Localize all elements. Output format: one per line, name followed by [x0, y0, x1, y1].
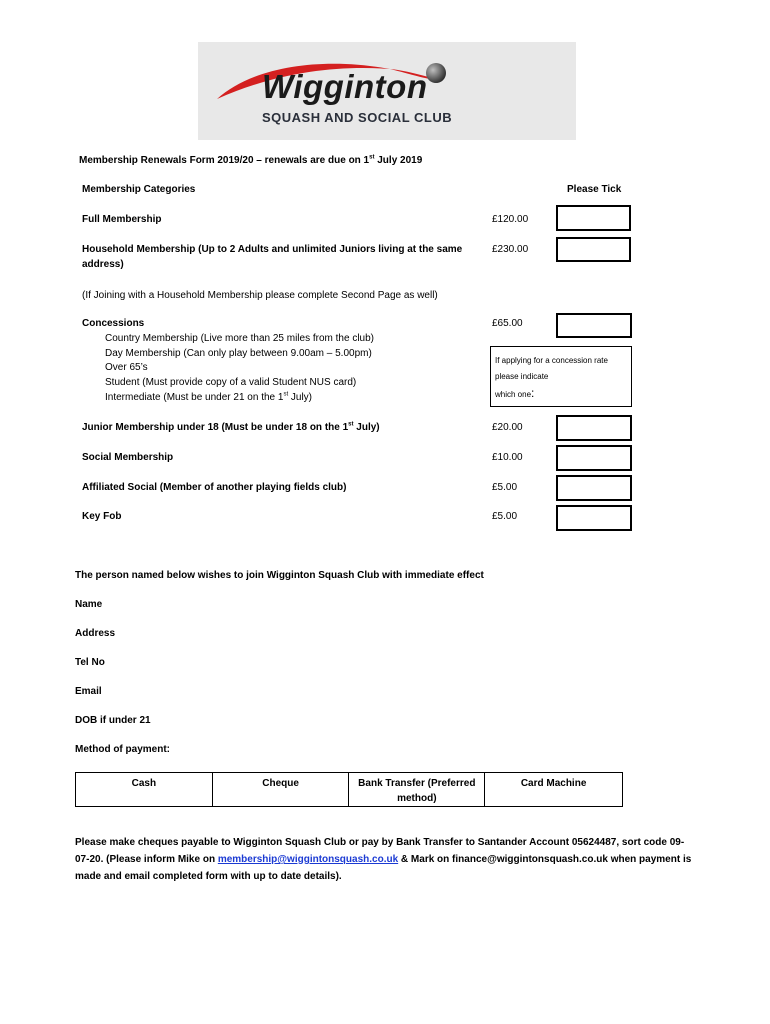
payment-instructions-text: Please make cheques payable to Wigginton Squash Club or pay by Bank Transfer to Santander Account 05624487, sort code 09-07-20. (Please inform Mike on	[75, 837, 685, 865]
concession-item-day: Day Membership (Can only play between 9.00am – 5.00pm)	[105, 348, 372, 359]
payment-cheque-label: Cheque	[262, 778, 299, 789]
logo-wordmark: Wigginton	[262, 68, 428, 105]
form-title-end: July 2019	[374, 155, 423, 166]
junior-label	[82, 422, 380, 433]
concession-note-text: which one	[495, 390, 532, 399]
membership-email-link[interactable]: membership@wiggintonsquash.co.uk	[217, 854, 399, 865]
payment-cash-label: Cash	[131, 778, 157, 789]
full-membership-price: £120.00	[492, 214, 529, 225]
social-label: Social Membership	[82, 452, 174, 463]
form-title	[79, 155, 422, 166]
junior-tickbox[interactable]	[556, 415, 632, 441]
squash-ball-icon	[425, 62, 447, 84]
household-note: (If Joining with a Household Membership please complete Second Page as well)	[82, 290, 438, 301]
junior-label-end: July)	[353, 422, 380, 433]
household-tickbox[interactable]	[556, 237, 631, 262]
payment-card-label: Card Machine	[520, 778, 587, 789]
concession-note-line1: If applying for a concession rate please indicate	[495, 356, 608, 381]
payment-method-label: Method of payment:	[75, 744, 170, 755]
payment-bank-label-line2: method)	[397, 793, 437, 804]
payment-option-cash[interactable]	[76, 773, 213, 807]
concessions-tickbox[interactable]	[556, 313, 632, 338]
intermediate-end: July)	[288, 392, 313, 403]
household-price: £230.00	[492, 244, 529, 255]
concession-note-line2	[495, 385, 627, 403]
payment-option-bank-transfer[interactable]	[349, 773, 485, 807]
affiliated-label: Affiliated Social (Member of another playing fields club)	[82, 482, 347, 493]
please-tick-header: Please Tick	[567, 184, 622, 195]
intermediate-text: Intermediate (Must be under 21 on the 1	[105, 392, 284, 403]
affiliated-tickbox[interactable]	[556, 475, 632, 501]
dob-field-label: DOB if under 21	[75, 715, 151, 726]
categories-header: Membership Categories	[82, 184, 196, 195]
concession-item-over65: Over 65’s	[105, 362, 148, 373]
junior-label-text: Junior Membership under 18 (Must be under 18 on the 1	[82, 422, 349, 433]
logo-subtitle: SQUASH AND SOCIAL CLUB	[262, 110, 453, 125]
household-label-line2: address)	[82, 259, 124, 270]
keyfob-tickbox[interactable]	[556, 505, 632, 531]
social-tickbox[interactable]	[556, 445, 632, 471]
payment-option-cheque[interactable]	[212, 773, 349, 807]
name-field-label: Name	[75, 599, 103, 610]
keyfob-price: £5.00	[492, 511, 518, 522]
payment-option-card-machine[interactable]	[485, 773, 623, 807]
full-membership-label: Full Membership	[82, 214, 162, 225]
junior-label-sup: st	[348, 421, 354, 428]
email-field-label: Email	[75, 686, 102, 697]
junior-price: £20.00	[492, 422, 523, 433]
address-field-label: Address	[75, 628, 116, 639]
payment-instructions	[75, 834, 695, 885]
form-title-sup: st	[369, 154, 375, 161]
join-statement: The person named below wishes to join Wigginton Squash Club with immediate effect	[75, 570, 484, 581]
concession-note-colon: :	[531, 386, 535, 400]
concession-item-intermediate	[105, 392, 312, 403]
payment-method-table	[75, 772, 623, 807]
payment-bank-label-line1: Bank Transfer (Preferred	[358, 778, 476, 789]
social-price: £10.00	[492, 452, 523, 463]
tel-field-label: Tel No	[75, 657, 105, 668]
affiliated-price: £5.00	[492, 482, 518, 493]
concession-item-country: Country Membership (Live more than 25 miles from the club)	[105, 333, 374, 344]
intermediate-sup: st	[283, 391, 289, 398]
household-label-line1: Household Membership (Up to 2 Adults and unlimited Juniors living at the same	[82, 244, 463, 255]
concessions-label: Concessions	[82, 318, 145, 329]
payment-instructions-end: & Mark on finance@wiggintonsquash.co.uk when payment is made and email completed form with up to date details).	[75, 854, 692, 882]
form-title-text: Membership Renewals Form 2019/20 – renewals are due on 1	[79, 155, 370, 166]
full-membership-tickbox[interactable]	[556, 205, 631, 231]
keyfob-label: Key Fob	[82, 511, 122, 522]
concessions-price: £65.00	[492, 318, 523, 329]
concession-item-student: Student (Must provide copy of a valid Student NUS card)	[105, 377, 357, 388]
concession-indicate-box[interactable]	[490, 346, 632, 407]
